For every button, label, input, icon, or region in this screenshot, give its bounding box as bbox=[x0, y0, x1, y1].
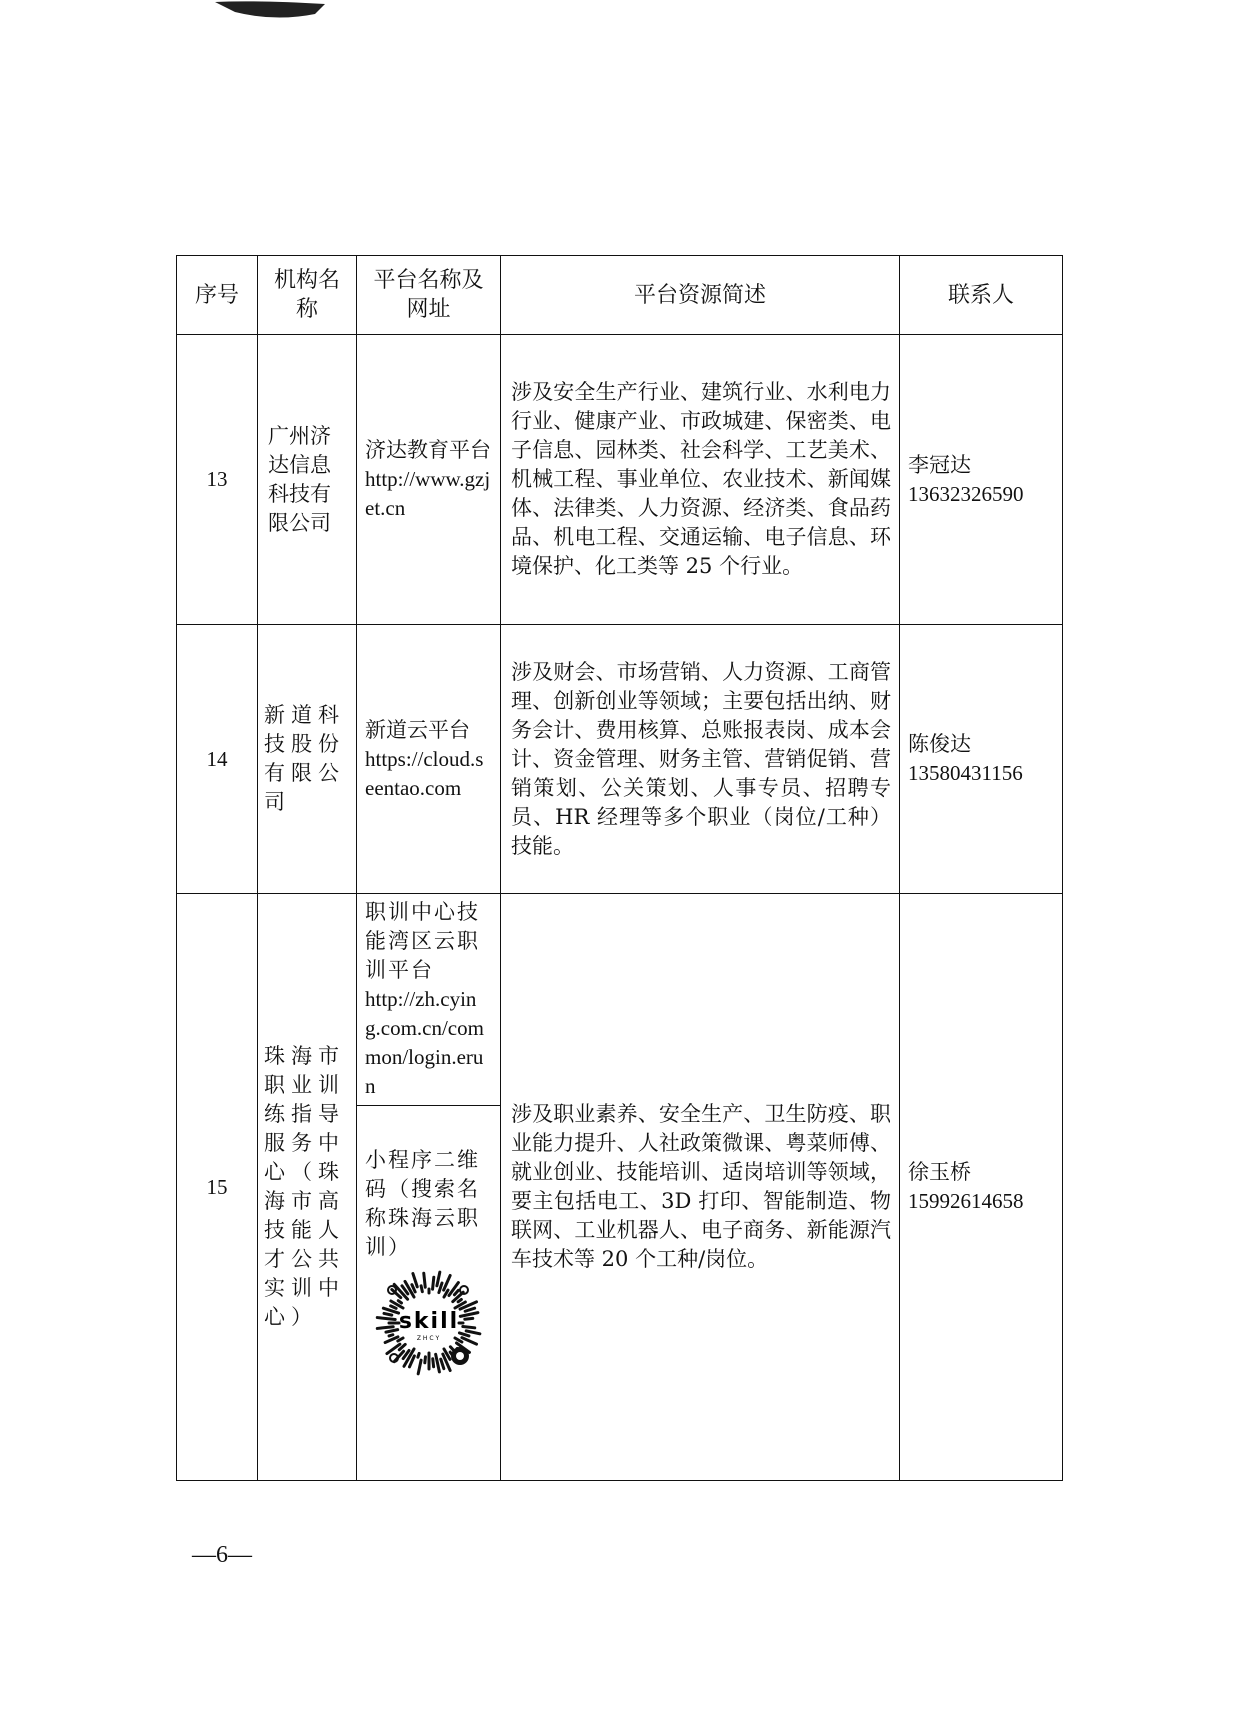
row-desc: 涉及财会、市场营销、人力资源、工商管理、创新创业等领域；主要包括出纳、财务会计、费用核算、总账报表岗、成本会计、资金管理、财务主管、营销促销、营销策划、公关策划、人事专员、招聘专员、HR 经理等多个职业（岗位/工种）技能。 bbox=[501, 625, 900, 894]
qr-ray bbox=[385, 1337, 398, 1343]
scan-smudge bbox=[215, 0, 325, 22]
qr-ray bbox=[435, 1354, 439, 1372]
platform-name: 职训中心技能湾区云职训平台 bbox=[365, 900, 480, 982]
qr-ray bbox=[389, 1335, 393, 1336]
row-platform bbox=[357, 894, 501, 1106]
row-desc: 涉及安全生产行业、建筑行业、水利电力行业、健康产业、市政城建、保密类、电子信息、园林类、社会科学、工艺美术、机械工程、事业单位、农业技术、新闻媒体、法律类、人力资源、经济类、食品药品、机电工程、交通运输、电子信息、环境保护、化工类等 25 个行业。 bbox=[501, 335, 900, 625]
qr-ray bbox=[411, 1285, 414, 1292]
row-desc: 涉及职业素养、安全生产、卫生防疫、职业能力提升、人社政策微课、粤菜师傅、就业创业、技能培训、适岗培训等领域，要主包括电工、3D 打印、智能制造、物联网、工业机器人、电子商务、新能源汽车技术等 20 个工种/岗位。 bbox=[501, 894, 900, 1481]
header-index: 序号 bbox=[177, 256, 258, 335]
qr-ray bbox=[421, 1286, 422, 1292]
qr-ray bbox=[423, 1273, 424, 1287]
qr-ray bbox=[464, 1318, 472, 1319]
row-org: 广州济达信息科技有限公司 bbox=[258, 335, 357, 625]
table-row bbox=[177, 625, 1063, 894]
row-org: 珠海市职业训练指导服务中心（珠海市高技能人才公共实训中心） bbox=[258, 894, 357, 1481]
mini-program-label: 小程序二维码（搜索名称珠海云职训） bbox=[365, 1148, 480, 1259]
contact-phone: 15992614658 bbox=[908, 1189, 1024, 1213]
platform-name: 济达教育平台 bbox=[365, 438, 491, 462]
qr-ray bbox=[458, 1299, 461, 1301]
svg-text:ZHCY: ZHCY bbox=[416, 1335, 441, 1342]
qr-ray bbox=[436, 1272, 439, 1286]
header-desc: 平台资源简述 bbox=[501, 256, 900, 335]
contact-name: 陈俊达 bbox=[908, 732, 971, 756]
qr-ray bbox=[386, 1344, 399, 1353]
qr-ray bbox=[390, 1306, 395, 1308]
qr-ray bbox=[418, 1360, 421, 1374]
platform-name: 新道云平台 bbox=[365, 717, 470, 742]
contact-name: 李冠达 bbox=[908, 452, 971, 477]
row-index: 13 bbox=[177, 335, 258, 625]
qr-ray bbox=[443, 1275, 450, 1290]
row-contact bbox=[900, 335, 1063, 625]
qr-ray bbox=[398, 1301, 401, 1303]
page-number: —6— bbox=[192, 1542, 252, 1568]
qr-ray bbox=[385, 1330, 397, 1332]
qr-ray bbox=[397, 1338, 402, 1341]
qr-ray bbox=[394, 1351, 403, 1361]
table-row bbox=[177, 894, 1063, 1106]
qr-ray bbox=[377, 1327, 393, 1329]
qr-ray bbox=[461, 1338, 476, 1345]
header-platform: 平台名称及网址 bbox=[357, 256, 501, 335]
row-contact bbox=[900, 625, 1063, 894]
qr-ray bbox=[424, 1357, 425, 1363]
svg-text:skill: skill bbox=[398, 1309, 459, 1334]
row-index: 15 bbox=[177, 894, 258, 1481]
qr-ray bbox=[384, 1313, 392, 1315]
qr-ray bbox=[462, 1327, 474, 1328]
platform-url: http://zh.cying.com.cn/common/login.erun bbox=[365, 987, 484, 1098]
row-platform bbox=[357, 625, 501, 894]
qr-ray bbox=[432, 1359, 433, 1367]
row-platform-mini bbox=[357, 1106, 501, 1481]
row-org: 新道科技股份有限公司 bbox=[258, 625, 357, 894]
qr-ray bbox=[466, 1331, 480, 1334]
qr-ray bbox=[454, 1290, 458, 1294]
contact-phone: 13580431156 bbox=[908, 761, 1023, 785]
qr-ray bbox=[459, 1333, 469, 1336]
qr-ray bbox=[460, 1313, 478, 1317]
qr-ray bbox=[440, 1359, 443, 1369]
mini-program-qr-code-icon bbox=[374, 1268, 484, 1378]
table-row bbox=[177, 335, 1063, 625]
row-contact bbox=[900, 894, 1063, 1481]
row-index: 14 bbox=[177, 625, 258, 894]
contact-phone: 13632326590 bbox=[908, 481, 1024, 506]
header-contact: 联系人 bbox=[900, 256, 1063, 335]
header-org: 机构名称 bbox=[258, 256, 357, 335]
table-header-row bbox=[177, 256, 1063, 335]
platform-url: https://cloud.seentao.com bbox=[365, 746, 484, 800]
qr-ray bbox=[438, 1283, 441, 1293]
row-platform bbox=[357, 335, 501, 625]
qr-ray bbox=[417, 1353, 418, 1357]
platform-url: http://www.gzjet.cn bbox=[365, 467, 491, 520]
qr-ray bbox=[465, 1308, 475, 1311]
contact-name: 徐玉桥 bbox=[908, 1160, 971, 1184]
qr-ray bbox=[432, 1277, 433, 1289]
platform-table bbox=[176, 255, 1063, 1481]
qr-ray bbox=[377, 1318, 395, 1320]
